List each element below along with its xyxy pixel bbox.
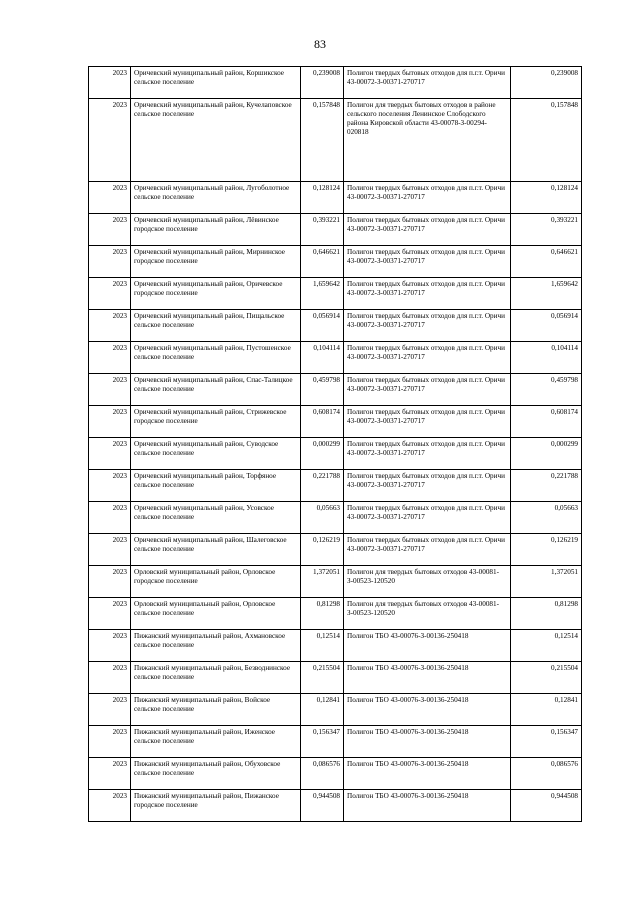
district-cell: Оричевский муниципальный район, Суводское сельское поселение: [131, 438, 301, 470]
district-cell: Оричевский муниципальный район, Коршикское сельское поселение: [131, 67, 301, 99]
year-cell: 2023: [89, 438, 131, 470]
district-cell: Оричевский муниципальный район, Пустошенское сельское поселение: [131, 342, 301, 374]
disposal-object-cell: Полигон твердых бытовых отходов для п.г.т. Оричи 43-00072-З-00371-270717: [344, 438, 511, 470]
total-cell: 0,05663: [511, 502, 582, 534]
year-cell: 2023: [89, 726, 131, 758]
disposal-object-cell: Полигон твердых бытовых отходов для п.г.т. Оричи 43-00072-З-00371-270717: [344, 534, 511, 566]
table-row: [89, 470, 582, 502]
district-cell: Пижанский муниципальный район, Пижанское городское поселение: [131, 790, 301, 822]
year-cell: 2023: [89, 406, 131, 438]
table-row: [89, 342, 582, 374]
year-cell: 2023: [89, 374, 131, 406]
volume-cell: 0,000299: [301, 438, 344, 470]
volume-cell: 0,12841: [301, 694, 344, 726]
district-cell: Оричевский муниципальный район, Оричевское городское поселение: [131, 278, 301, 310]
volume-cell: 1,372051: [301, 566, 344, 598]
table-row: [89, 502, 582, 534]
district-cell: Оричевский муниципальный район, Кучелаповское сельское поселение: [131, 99, 301, 182]
volume-cell: 0,086576: [301, 758, 344, 790]
total-cell: 0,156347: [511, 726, 582, 758]
table-row: [89, 790, 582, 822]
table-row: [89, 246, 582, 278]
district-cell: Пижанский муниципальный район, Иженское сельское поселение: [131, 726, 301, 758]
volume-cell: 0,81298: [301, 598, 344, 630]
volume-cell: 0,156347: [301, 726, 344, 758]
table-row: [89, 374, 582, 406]
total-cell: 0,056914: [511, 310, 582, 342]
volume-cell: 0,944508: [301, 790, 344, 822]
volume-cell: 0,126219: [301, 534, 344, 566]
year-cell: 2023: [89, 278, 131, 310]
disposal-object-cell: Полигон твердых бытовых отходов для п.г.т. Оричи 43-00072-З-00371-270717: [344, 67, 511, 99]
district-cell: Оричевский муниципальный район, Усовское сельское поселение: [131, 502, 301, 534]
year-cell: 2023: [89, 67, 131, 99]
district-cell: Пижанский муниципальный район, Обуховское сельское поселение: [131, 758, 301, 790]
page-number: 83: [314, 37, 326, 51]
table-row: [89, 566, 582, 598]
volume-cell: 0,459798: [301, 374, 344, 406]
disposal-object-cell: Полигон твердых бытовых отходов для п.г.т. Оричи 43-00072-З-00371-270717: [344, 278, 511, 310]
disposal-object-cell: Полигон ТБО 43-00076-З-00136-250418: [344, 726, 511, 758]
table-row: [89, 662, 582, 694]
total-cell: 0,944508: [511, 790, 582, 822]
volume-cell: 0,646621: [301, 246, 344, 278]
total-cell: 0,104114: [511, 342, 582, 374]
year-cell: 2023: [89, 246, 131, 278]
volume-cell: 0,221788: [301, 470, 344, 502]
disposal-object-cell: Полигон твердых бытовых отходов для п.г.т. Оричи 43-00072-З-00371-270717: [344, 310, 511, 342]
district-cell: Оричевский муниципальный район, Пищальское сельское поселение: [131, 310, 301, 342]
table-row: [89, 214, 582, 246]
table-row: [89, 694, 582, 726]
disposal-object-cell: Полигон ТБО 43-00076-З-00136-250418: [344, 694, 511, 726]
year-cell: 2023: [89, 598, 131, 630]
total-cell: 1,659642: [511, 278, 582, 310]
volume-cell: 1,659642: [301, 278, 344, 310]
year-cell: 2023: [89, 310, 131, 342]
table-body: [89, 67, 582, 822]
table-row: [89, 726, 582, 758]
disposal-object-cell: Полигон ТБО 43-00076-З-00136-250418: [344, 630, 511, 662]
year-cell: 2023: [89, 502, 131, 534]
total-cell: 0,12514: [511, 630, 582, 662]
total-cell: 0,646621: [511, 246, 582, 278]
disposal-object-cell: Полигон твердых бытовых отходов для п.г.т. Оричи 43-00072-З-00371-270717: [344, 374, 511, 406]
total-cell: 0,221788: [511, 470, 582, 502]
year-cell: 2023: [89, 342, 131, 374]
table-row: [89, 598, 582, 630]
district-cell: Пижанский муниципальный район, Ахмановское сельское поселение: [131, 630, 301, 662]
table-row: [89, 278, 582, 310]
year-cell: 2023: [89, 470, 131, 502]
year-cell: 2023: [89, 630, 131, 662]
total-cell: 0,157848: [511, 99, 582, 182]
table-row: [89, 438, 582, 470]
volume-cell: 0,128124: [301, 182, 344, 214]
total-cell: 1,372051: [511, 566, 582, 598]
table-row: [89, 758, 582, 790]
district-cell: Оричевский муниципальный район, Торфяное сельское поселение: [131, 470, 301, 502]
district-cell: Оричевский муниципальный район, Шалеговское сельское поселение: [131, 534, 301, 566]
district-cell: Оричевский муниципальный район, Стрижевское городское поселение: [131, 406, 301, 438]
year-cell: 2023: [89, 790, 131, 822]
volume-cell: 0,215504: [301, 662, 344, 694]
disposal-object-cell: Полигон твердых бытовых отходов для п.г.т. Оричи 43-00072-З-00371-270717: [344, 214, 511, 246]
table-row: [89, 99, 582, 182]
volume-cell: 0,157848: [301, 99, 344, 182]
year-cell: 2023: [89, 534, 131, 566]
district-cell: Оричевский муниципальный район, Спас-Талицкое сельское поселение: [131, 374, 301, 406]
disposal-object-cell: Полигон для твердых бытовых отходов 43-00081-З-00523-120520: [344, 598, 511, 630]
disposal-object-cell: Полигон ТБО 43-00076-З-00136-250418: [344, 662, 511, 694]
district-cell: Пижанский муниципальный район, Безводнинское сельское поселение: [131, 662, 301, 694]
table-row: [89, 630, 582, 662]
district-cell: Оричевский муниципальный район, Мирнинское городское поселение: [131, 246, 301, 278]
volume-cell: 0,12514: [301, 630, 344, 662]
district-cell: Пижанский муниципальный район, Войское сельское поселение: [131, 694, 301, 726]
disposal-object-cell: Полигон для твердых бытовых отходов 43-00081-З-00523-120520: [344, 566, 511, 598]
table-row: [89, 310, 582, 342]
total-cell: 0,393221: [511, 214, 582, 246]
total-cell: 0,81298: [511, 598, 582, 630]
table-row: [89, 182, 582, 214]
total-cell: 0,459798: [511, 374, 582, 406]
table-row: [89, 67, 582, 99]
total-cell: 0,000299: [511, 438, 582, 470]
year-cell: 2023: [89, 214, 131, 246]
volume-cell: 0,239008: [301, 67, 344, 99]
district-cell: Оричевский муниципальный район, Лугоболотное сельское поселение: [131, 182, 301, 214]
disposal-object-cell: Полигон твердых бытовых отходов для п.г.т. Оричи 43-00072-З-00371-270717: [344, 246, 511, 278]
table-row: [89, 534, 582, 566]
volume-cell: 0,608174: [301, 406, 344, 438]
volume-cell: 0,056914: [301, 310, 344, 342]
total-cell: 0,128124: [511, 182, 582, 214]
total-cell: 0,608174: [511, 406, 582, 438]
disposal-object-cell: Полигон твердых бытовых отходов для п.г.т. Оричи 43-00072-З-00371-270717: [344, 342, 511, 374]
total-cell: 0,126219: [511, 534, 582, 566]
total-cell: 0,215504: [511, 662, 582, 694]
district-cell: Оричевский муниципальный район, Лёвинское городское поселение: [131, 214, 301, 246]
total-cell: 0,239008: [511, 67, 582, 99]
year-cell: 2023: [89, 758, 131, 790]
year-cell: 2023: [89, 694, 131, 726]
disposal-object-cell: Полигон твердых бытовых отходов для п.г.т. Оричи 43-00072-З-00371-270717: [344, 406, 511, 438]
disposal-object-cell: Полигон ТБО 43-00076-З-00136-250418: [344, 758, 511, 790]
year-cell: 2023: [89, 182, 131, 214]
waste-volume-table: [88, 66, 582, 822]
volume-cell: 0,393221: [301, 214, 344, 246]
district-cell: Орловский муниципальный район, Орловское сельское поселение: [131, 598, 301, 630]
year-cell: 2023: [89, 662, 131, 694]
disposal-object-cell: Полигон твердых бытовых отходов для п.г.т. Оричи 43-00072-З-00371-270717: [344, 502, 511, 534]
disposal-object-cell: Полигон ТБО 43-00076-З-00136-250418: [344, 790, 511, 822]
volume-cell: 0,104114: [301, 342, 344, 374]
year-cell: 2023: [89, 99, 131, 182]
volume-cell: 0,05663: [301, 502, 344, 534]
disposal-object-cell: Полигон для твердых бытовых отходов в районе сельского поселения Ленинское Слободского района Кировской области 43-00078-З-00294-020818: [344, 99, 511, 182]
total-cell: 0,086576: [511, 758, 582, 790]
total-cell: 0,12841: [511, 694, 582, 726]
year-cell: 2023: [89, 566, 131, 598]
disposal-object-cell: Полигон твердых бытовых отходов для п.г.т. Оричи 43-00072-З-00371-270717: [344, 182, 511, 214]
district-cell: Орловский муниципальный район, Орловское городское поселение: [131, 566, 301, 598]
disposal-object-cell: Полигон твердых бытовых отходов для п.г.т. Оричи 43-00072-З-00371-270717: [344, 470, 511, 502]
table-row: [89, 406, 582, 438]
